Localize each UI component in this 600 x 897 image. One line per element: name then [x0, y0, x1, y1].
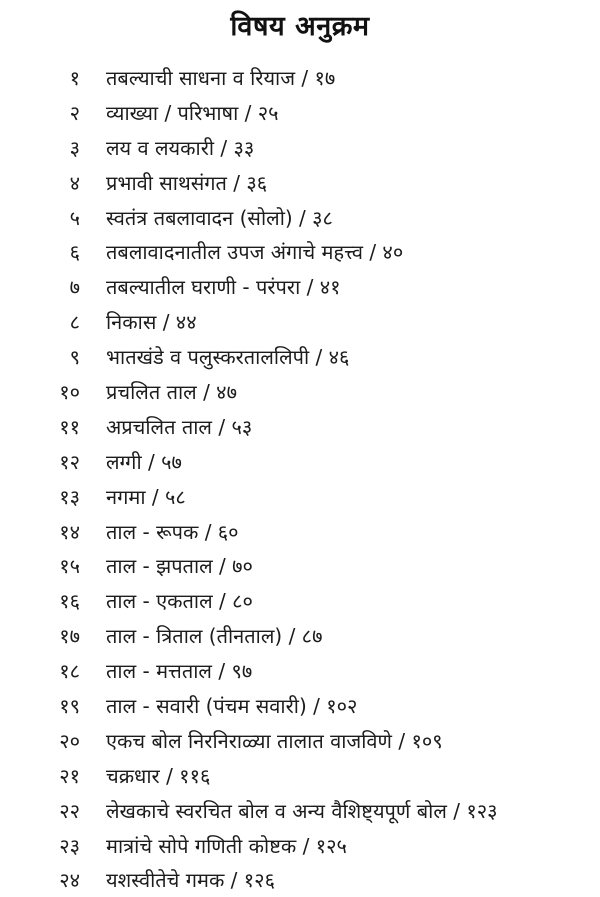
- chapter-number: २१: [59, 763, 80, 788]
- chapter-number: १७: [59, 624, 80, 649]
- chapter-title-and-page: एकच बोल निरनिराळ्या तालात वाजविणे / १०९: [106, 728, 443, 753]
- list-item: [0, 653, 600, 688]
- list-item: [0, 583, 600, 618]
- list-item: [0, 374, 600, 409]
- chapter-title-and-page: अप्रचलित ताल / ५३: [106, 414, 253, 439]
- chapter-title-and-page: ताल - रूपक / ६०: [106, 519, 239, 544]
- chapter-number: २४: [59, 868, 80, 893]
- contents-list: [0, 60, 600, 897]
- list-item: [0, 165, 600, 200]
- list-item: [0, 269, 600, 304]
- chapter-number: ७: [69, 275, 80, 300]
- list-item: [0, 618, 600, 653]
- chapter-number: १: [69, 65, 80, 90]
- list-item: [0, 444, 600, 479]
- list-item: [0, 60, 600, 95]
- chapter-title-and-page: तबल्याची साधना व रियाज / १७: [106, 65, 336, 90]
- list-item: [0, 234, 600, 269]
- chapter-number: ५: [69, 205, 80, 230]
- chapter-title-and-page: तबल्यातील घराणी - परंपरा / ४१: [106, 275, 341, 300]
- chapter-title-and-page: व्याख्या / परिभाषा / २५: [106, 100, 279, 125]
- chapter-number: ११: [59, 414, 80, 439]
- chapter-title-and-page: ताल - एकताल / ८०: [106, 589, 253, 614]
- chapter-number: २२: [59, 798, 80, 823]
- list-item: [0, 688, 600, 723]
- chapter-number: १०: [59, 379, 80, 404]
- chapter-title-and-page: प्रभावी साथसंगत / ३६: [106, 170, 268, 195]
- chapter-number: १९: [59, 693, 80, 718]
- chapter-title-and-page: नगमा / ५८: [106, 484, 186, 509]
- page-title: विषय अनुक्रम: [230, 11, 370, 42]
- chapter-number: २०: [59, 728, 80, 753]
- chapter-number: ३: [69, 135, 80, 160]
- chapter-title-and-page: ताल - त्रिताल (तीनताल) / ८७: [106, 624, 323, 649]
- chapter-number: १६: [59, 589, 80, 614]
- chapter-number: १२: [59, 449, 80, 474]
- chapter-number: १८: [59, 659, 80, 684]
- chapter-title-and-page: लेखकाचे स्वरचित बोल व अन्य वैशिष्ट्यपूर्ण बोल / १२३: [106, 798, 498, 823]
- chapter-number: ६: [69, 240, 80, 265]
- list-item: [0, 548, 600, 583]
- list-item: [0, 339, 600, 374]
- list-item: [0, 758, 600, 793]
- list-item: [0, 514, 600, 549]
- chapter-number: ८: [69, 310, 80, 335]
- chapter-number: १४: [59, 519, 80, 544]
- list-item: [0, 95, 600, 130]
- chapter-number: १५: [59, 554, 80, 579]
- chapter-number: ९: [69, 345, 80, 370]
- list-item: [0, 793, 600, 828]
- chapter-title-and-page: यशस्वीतेचे गमक / १२६: [106, 868, 275, 893]
- chapter-title-and-page: भातखंडे व पलुस्करताललिपी / ४६: [106, 345, 350, 370]
- list-item: [0, 130, 600, 165]
- chapter-title-and-page: चक्रधार / ११६: [106, 763, 211, 788]
- list-item: [0, 828, 600, 863]
- chapter-number: २: [69, 100, 80, 125]
- chapter-number: ४: [69, 170, 80, 195]
- chapter-number: २३: [59, 833, 80, 858]
- chapter-title-and-page: लय व लयकारी / ३३: [106, 135, 255, 160]
- list-item: [0, 479, 600, 514]
- chapter-title-and-page: निकास / ४४: [106, 310, 197, 335]
- chapter-title-and-page: ताल - मत्तताल / ९७: [106, 659, 253, 684]
- chapter-title-and-page: ताल - सवारी (पंचम सवारी) / १०२: [106, 693, 358, 718]
- chapter-title-and-page: स्वतंत्र तबलावादन (सोलो) / ३८: [106, 205, 333, 230]
- chapter-title-and-page: प्रचलित ताल / ४७: [106, 379, 237, 404]
- list-item: [0, 409, 600, 444]
- chapter-title-and-page: लग्गी / ५७: [106, 449, 182, 474]
- chapter-title-and-page: मात्रांचे सोपे गणिती कोष्टक / १२५: [106, 833, 347, 858]
- list-item: [0, 723, 600, 758]
- list-item: [0, 200, 600, 235]
- chapter-number: १३: [59, 484, 80, 509]
- chapter-title-and-page: ताल - झपताल / ७०: [106, 554, 253, 579]
- list-item: [0, 304, 600, 339]
- chapter-title-and-page: तबलावादनातील उपज अंगाचे महत्त्व / ४०: [106, 240, 404, 265]
